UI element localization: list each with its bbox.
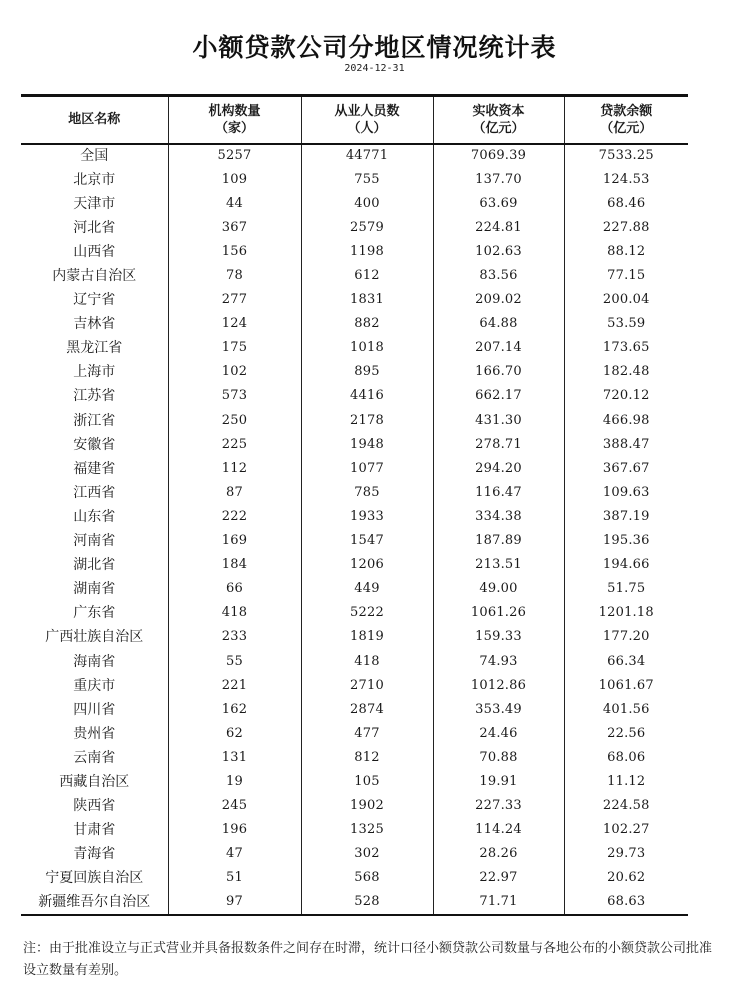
institution-count-cell: 78 <box>168 264 301 288</box>
table-row <box>21 336 688 360</box>
loan-balance-cell: 401.56 <box>564 698 688 722</box>
institution-count-cell: 222 <box>168 505 301 529</box>
loan-balance-cell: 194.66 <box>564 553 688 577</box>
paid-in-capital-cell: 137.70 <box>433 168 564 192</box>
statistics-table <box>21 94 688 916</box>
region-name-cell: 贵州省 <box>73 725 116 742</box>
institution-count-cell: 169 <box>168 529 301 553</box>
column-header-paid-in-capital <box>433 96 564 144</box>
employee-count-cell: 4416 <box>301 384 433 408</box>
region-name-cell: 全国 <box>80 148 109 165</box>
employee-count-cell: 1547 <box>301 529 433 553</box>
region-name-cell: 云南省 <box>73 749 116 766</box>
region-name-cell: 吉林省 <box>73 316 116 333</box>
institution-count-cell: 47 <box>168 842 301 866</box>
region-name-cell: 安徽省 <box>73 436 116 453</box>
table-header-row <box>21 96 688 144</box>
table-row <box>21 625 688 649</box>
table-row <box>21 746 688 770</box>
footnote: 注：由于批准设立与正式营业并具备报数条件之间存在时滞，统计口径小额贷款公司数量与各地公布的小额贷款公司批准设立数量有差别。 <box>23 941 713 978</box>
loan-balance-cell: 66.34 <box>564 649 688 673</box>
institution-count-cell: 19 <box>168 770 301 794</box>
loan-balance-cell: 1061.67 <box>564 674 688 698</box>
table-row <box>21 601 688 625</box>
paid-in-capital-cell: 28.26 <box>433 842 564 866</box>
paid-in-capital-cell: 70.88 <box>433 746 564 770</box>
loan-balance-cell: 182.48 <box>564 360 688 384</box>
region-name-cell: 河南省 <box>73 533 116 550</box>
institution-count-cell: 124 <box>168 312 301 336</box>
paid-in-capital-cell: 116.47 <box>433 481 564 505</box>
table-row <box>21 168 688 192</box>
employee-count-cell: 1948 <box>301 433 433 457</box>
table-row <box>21 529 688 553</box>
institution-count-cell: 131 <box>168 746 301 770</box>
loan-balance-cell: 177.20 <box>564 625 688 649</box>
institution-count-cell: 175 <box>168 336 301 360</box>
loan-balance-cell: 388.47 <box>564 433 688 457</box>
paid-in-capital-cell: 7069.39 <box>433 144 564 168</box>
institution-count-cell: 418 <box>168 601 301 625</box>
paid-in-capital-cell: 159.33 <box>433 625 564 649</box>
column-header-institutions <box>168 96 301 144</box>
table-row <box>21 360 688 384</box>
region-name-cell: 新疆维吾尔自治区 <box>21 890 168 914</box>
region-name-cell: 西藏自治区 <box>59 773 130 790</box>
institution-count-cell: 156 <box>168 240 301 264</box>
region-name-cell: 上海市 <box>73 364 116 381</box>
column-header-employees <box>301 96 433 144</box>
paid-in-capital-cell: 22.97 <box>433 866 564 890</box>
table-row <box>21 577 688 601</box>
table-row <box>21 240 688 264</box>
paid-in-capital-cell: 187.89 <box>433 529 564 553</box>
region-name-cell: 甘肃省 <box>73 822 116 839</box>
loan-balance-cell: 1201.18 <box>564 601 688 625</box>
loan-balance-cell: 22.56 <box>564 722 688 746</box>
column-header-region <box>21 96 168 144</box>
column-header-unit: （人） <box>347 120 387 136</box>
loan-balance-cell: 387.19 <box>564 505 688 529</box>
region-name-cell: 湖南省 <box>73 581 116 598</box>
table-row <box>21 698 688 722</box>
column-header-label: 机构数量 <box>208 103 261 119</box>
institution-count-cell: 250 <box>168 409 301 433</box>
region-name-cell: 天津市 <box>73 195 116 212</box>
employee-count-cell: 302 <box>301 842 433 866</box>
paid-in-capital-cell: 278.71 <box>433 433 564 457</box>
loan-balance-cell: 7533.25 <box>564 144 688 168</box>
table-body <box>21 144 688 915</box>
region-name-cell: 北京市 <box>73 171 116 188</box>
table-row <box>21 409 688 433</box>
loan-balance-cell: 88.12 <box>564 240 688 264</box>
employee-count-cell: 785 <box>301 481 433 505</box>
column-header-label: 从业人员数 <box>334 103 400 119</box>
institution-count-cell: 112 <box>168 457 301 481</box>
paid-in-capital-cell: 662.17 <box>433 384 564 408</box>
loan-balance-cell: 53.59 <box>564 312 688 336</box>
region-name-cell: 重庆市 <box>73 677 116 694</box>
table-row <box>21 481 688 505</box>
column-header-unit: （亿元） <box>600 120 653 136</box>
paid-in-capital-cell: 63.69 <box>433 192 564 216</box>
employee-count-cell: 528 <box>301 890 433 914</box>
institution-count-cell: 233 <box>168 625 301 649</box>
employee-count-cell: 2579 <box>301 216 433 240</box>
table-row <box>21 144 688 168</box>
region-name-cell: 内蒙古自治区 <box>52 268 137 285</box>
region-name-cell: 广西壮族自治区 <box>45 629 144 646</box>
column-header-label: 实收资本 <box>472 103 525 119</box>
employee-count-cell: 568 <box>301 866 433 890</box>
paid-in-capital-cell: 227.33 <box>433 794 564 818</box>
column-header-unit: （亿元） <box>472 120 525 136</box>
institution-count-cell: 367 <box>168 216 301 240</box>
table-row <box>21 312 688 336</box>
region-name-cell: 海南省 <box>73 653 116 670</box>
table-row <box>21 770 688 794</box>
loan-balance-cell: 51.75 <box>564 577 688 601</box>
institution-count-cell: 66 <box>168 577 301 601</box>
institution-count-cell: 55 <box>168 649 301 673</box>
table-row <box>21 674 688 698</box>
column-header-loan-balance <box>564 96 688 144</box>
employee-count-cell: 2710 <box>301 674 433 698</box>
paid-in-capital-cell: 24.46 <box>433 722 564 746</box>
region-name-cell: 陕西省 <box>73 798 116 815</box>
loan-balance-cell: 29.73 <box>564 842 688 866</box>
employee-count-cell: 612 <box>301 264 433 288</box>
region-name-cell: 山西省 <box>73 243 116 260</box>
loan-balance-cell: 466.98 <box>564 409 688 433</box>
region-name-cell: 黑龙江省 <box>66 340 123 357</box>
paid-in-capital-cell: 49.00 <box>433 577 564 601</box>
region-name-cell: 福建省 <box>73 460 116 477</box>
report-date: 2024-12-31 <box>344 63 405 74</box>
loan-balance-cell: 20.62 <box>564 866 688 890</box>
institution-count-cell: 196 <box>168 818 301 842</box>
loan-balance-cell: 68.06 <box>564 746 688 770</box>
region-name-cell: 广东省 <box>73 605 116 622</box>
loan-balance-cell: 367.67 <box>564 457 688 481</box>
employee-count-cell: 105 <box>301 770 433 794</box>
employee-count-cell: 812 <box>301 746 433 770</box>
paid-in-capital-cell: 224.81 <box>433 216 564 240</box>
region-name-cell: 山东省 <box>73 508 116 525</box>
loan-balance-cell: 77.15 <box>564 264 688 288</box>
institution-count-cell: 573 <box>168 384 301 408</box>
table-row <box>21 505 688 529</box>
column-header-unit: （家） <box>214 120 254 136</box>
paid-in-capital-cell: 294.20 <box>433 457 564 481</box>
paid-in-capital-cell: 431.30 <box>433 409 564 433</box>
loan-balance-cell: 109.63 <box>564 481 688 505</box>
region-name-cell: 江苏省 <box>73 388 116 405</box>
paid-in-capital-cell: 114.24 <box>433 818 564 842</box>
institution-count-cell: 44 <box>168 192 301 216</box>
paid-in-capital-cell: 166.70 <box>433 360 564 384</box>
region-name-cell: 宁夏回族自治区 <box>45 870 144 887</box>
table-row <box>21 866 688 890</box>
region-name-cell: 江西省 <box>73 484 116 501</box>
employee-count-cell: 449 <box>301 577 433 601</box>
region-name-cell: 河北省 <box>73 219 116 236</box>
loan-balance-cell: 195.36 <box>564 529 688 553</box>
paid-in-capital-cell: 1061.26 <box>433 601 564 625</box>
region-name-cell: 辽宁省 <box>73 292 116 309</box>
loan-balance-cell: 720.12 <box>564 384 688 408</box>
loan-balance-cell: 11.12 <box>564 770 688 794</box>
employee-count-cell: 1902 <box>301 794 433 818</box>
table-row <box>21 288 688 312</box>
employee-count-cell: 477 <box>301 722 433 746</box>
employee-count-cell: 895 <box>301 360 433 384</box>
employee-count-cell: 1933 <box>301 505 433 529</box>
employee-count-cell: 882 <box>301 312 433 336</box>
table-row <box>21 818 688 842</box>
region-name-cell: 浙江省 <box>73 412 116 429</box>
table-row <box>21 216 688 240</box>
institution-count-cell: 5257 <box>168 144 301 168</box>
employee-count-cell: 1018 <box>301 336 433 360</box>
table-row <box>21 794 688 818</box>
institution-count-cell: 225 <box>168 433 301 457</box>
page-title: 小额贷款公司分地区情况统计表 <box>192 33 557 62</box>
employee-count-cell: 2874 <box>301 698 433 722</box>
paid-in-capital-cell: 207.14 <box>433 336 564 360</box>
table-row <box>21 457 688 481</box>
employee-count-cell: 1325 <box>301 818 433 842</box>
loan-balance-cell: 227.88 <box>564 216 688 240</box>
region-name-cell: 青海省 <box>73 846 116 863</box>
table-row <box>21 264 688 288</box>
table-row <box>21 553 688 577</box>
employee-count-cell: 755 <box>301 168 433 192</box>
institution-count-cell: 109 <box>168 168 301 192</box>
paid-in-capital-cell: 71.71 <box>433 890 564 914</box>
institution-count-cell: 102 <box>168 360 301 384</box>
table-row <box>21 890 688 914</box>
column-header-label: 贷款余额 <box>600 103 653 119</box>
institution-count-cell: 97 <box>168 890 301 914</box>
paid-in-capital-cell: 1012.86 <box>433 674 564 698</box>
loan-balance-cell: 102.27 <box>564 818 688 842</box>
institution-count-cell: 62 <box>168 722 301 746</box>
loan-balance-cell: 124.53 <box>564 168 688 192</box>
table-row <box>21 722 688 746</box>
paid-in-capital-cell: 102.63 <box>433 240 564 264</box>
paid-in-capital-cell: 64.88 <box>433 312 564 336</box>
employee-count-cell: 1831 <box>301 288 433 312</box>
column-header-label: 地区名称 <box>68 112 121 128</box>
table-row <box>21 384 688 408</box>
paid-in-capital-cell: 353.49 <box>433 698 564 722</box>
employee-count-cell: 44771 <box>301 144 433 168</box>
employee-count-cell: 1206 <box>301 553 433 577</box>
employee-count-cell: 2178 <box>301 409 433 433</box>
institution-count-cell: 277 <box>168 288 301 312</box>
employee-count-cell: 400 <box>301 192 433 216</box>
institution-count-cell: 87 <box>168 481 301 505</box>
paid-in-capital-cell: 74.93 <box>433 649 564 673</box>
institution-count-cell: 162 <box>168 698 301 722</box>
region-name-cell: 湖北省 <box>73 557 116 574</box>
loan-balance-cell: 68.63 <box>564 890 688 914</box>
employee-count-cell: 1198 <box>301 240 433 264</box>
loan-balance-cell: 224.58 <box>564 794 688 818</box>
institution-count-cell: 51 <box>168 866 301 890</box>
employee-count-cell: 418 <box>301 649 433 673</box>
institution-count-cell: 184 <box>168 553 301 577</box>
paid-in-capital-cell: 213.51 <box>433 553 564 577</box>
loan-balance-cell: 200.04 <box>564 288 688 312</box>
employee-count-cell: 1819 <box>301 625 433 649</box>
paid-in-capital-cell: 83.56 <box>433 264 564 288</box>
paid-in-capital-cell: 334.38 <box>433 505 564 529</box>
employee-count-cell: 1077 <box>301 457 433 481</box>
institution-count-cell: 221 <box>168 674 301 698</box>
employee-count-cell: 5222 <box>301 601 433 625</box>
table-row <box>21 433 688 457</box>
table-row <box>21 192 688 216</box>
table-row <box>21 842 688 866</box>
paid-in-capital-cell: 19.91 <box>433 770 564 794</box>
loan-balance-cell: 173.65 <box>564 336 688 360</box>
paid-in-capital-cell: 209.02 <box>433 288 564 312</box>
loan-balance-cell: 68.46 <box>564 192 688 216</box>
table-row <box>21 649 688 673</box>
region-name-cell: 四川省 <box>73 701 116 718</box>
institution-count-cell: 245 <box>168 794 301 818</box>
